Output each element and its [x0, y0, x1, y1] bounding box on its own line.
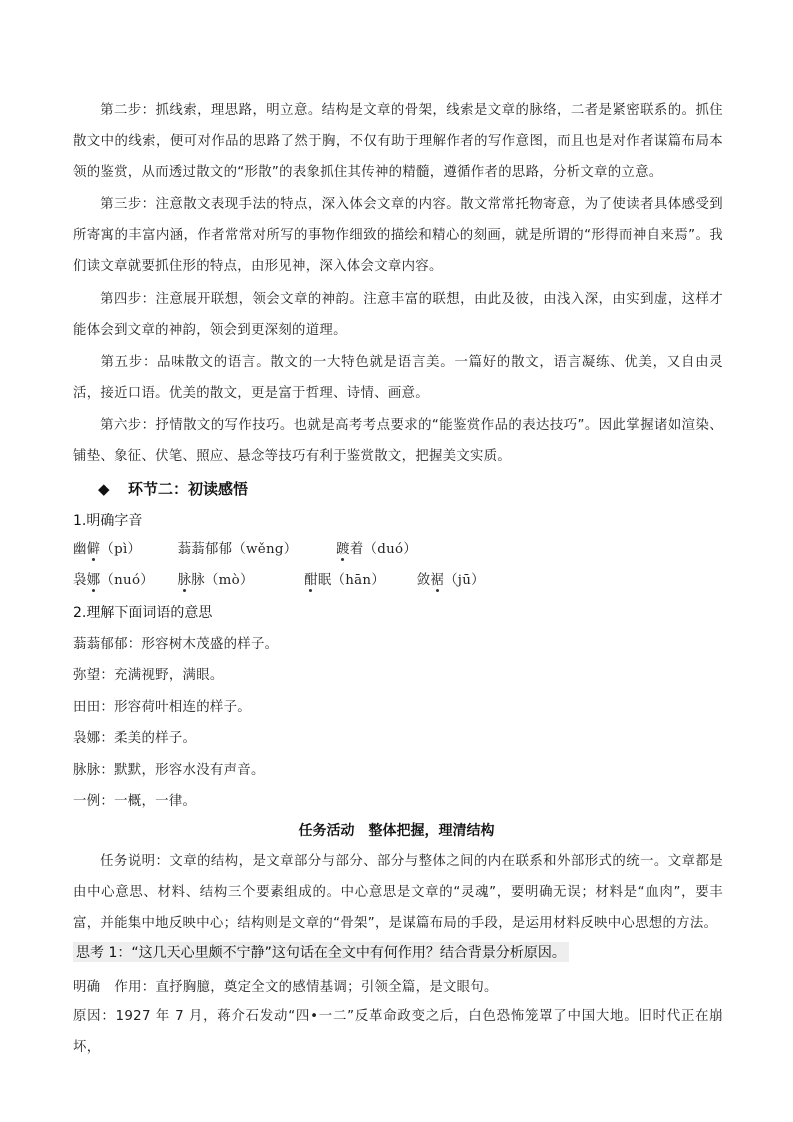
step2-paragraph	[73, 95, 723, 188]
answer-label: 明确	[73, 980, 101, 995]
step6-text: 第六步：抒情散文的写作技巧。也就是高考考点要求的“能鉴赏作品的表达技巧”。因此掌握诸如渲染、铺垫、象征、伏笔、照应、悬念等技巧有利于鉴赏散文，把握美文实质。	[73, 418, 723, 464]
pron-item: 敛裾（jū）	[416, 573, 485, 588]
think-question-1: 思考 1：“这几天心里颇不宁静”这句话在全文中有何作用？结合背景分析原因。	[73, 942, 569, 962]
task-title: 任务活动 整体把握，理清结构	[298, 823, 495, 839]
step3-paragraph	[73, 189, 723, 282]
pron-item: 酣眠（hān）	[304, 573, 386, 588]
definition-item: 弥望：充满视野，满眼。	[73, 668, 224, 683]
pronunciation-row-2	[73, 569, 527, 588]
section2-heading	[98, 478, 248, 499]
definition-item: 蓊蓊郁郁：形容树木茂盛的样子。	[73, 637, 279, 652]
definition-item: 田田：形容荷叶相连的样子。	[73, 700, 251, 715]
step5-text: 第五步：品味散文的语言。散文的一大特色就是语言美。一篇好的散文，语言凝练、优美，又自由灵活，接近口语。优美的散文，更是富于哲理、诗情、画意。	[73, 355, 723, 401]
definition-item: 脉脉：默默，形容水没有声音。	[73, 763, 265, 778]
step5-paragraph	[73, 347, 723, 409]
pron-item: 脉脉（mò）	[177, 573, 254, 588]
task-description	[73, 846, 723, 939]
section2-title: 环节二：初读感悟	[128, 480, 249, 498]
step4-paragraph	[73, 284, 723, 346]
vocabulary-subheading: 2.理解下面词语的意思	[73, 605, 213, 621]
pron-item: 幽僻（pì）	[73, 542, 142, 557]
step3-text: 第三步：注意散文表现手法的特点，深入体会文章的内容。散文常常托物寄意，为了使读者具体感受到所寄寓的丰富内涵，作者常常对所写的事物作细致的描绘和精心的刻画，就是所谓的“形得而神自来焉”。我们读文章就要抓住形的特点，由形见神，深入体会文章内容。	[73, 197, 723, 274]
answer-line	[73, 976, 498, 995]
task-description-text: 任务说明：文章的结构，是文章部分与部分、部分与整体之间的内在联系和外部形式的统一。文章都是由中心意思、材料、结构三个要素组成的。中心意思是文章的“灵魂”，要明确无误；材料是“血肉”，要丰富，并能集中地反映中心；结构则是文章的“骨架”，是谋篇布局的手段，是运用材料反映中心思想的方法。	[73, 854, 723, 931]
pron-item: 踱着（duó）	[336, 542, 418, 557]
pron-item: 蓊蓊郁郁（wěng）	[177, 542, 298, 557]
step4-text: 第四步：注意展开联想，领会文章的神韵。注意丰富的联想，由此及彼，由浅入深，由实到虚，这样才能体会到文章的神韵，领会到更深刻的道理。	[73, 292, 723, 338]
definition-item: 袅娜：柔美的样子。	[73, 731, 197, 746]
step2-text: 第二步：抓线索，理思路，明立意。结构是文章的骨架，线索是文章的脉络，二者是紧密联系的。抓住散文中的线索，便可对作品的思路了然于胸，不仅有助于理解作者的写作意图，而且也是对作者谋篇布局本领的鉴赏，从而透过散文的“形散”的表象抓住其传神的精髓，遵循作者的思路，分析文章的立意。	[73, 103, 723, 180]
diamond-icon: ◆	[98, 480, 110, 498]
step6-paragraph	[73, 410, 723, 472]
pron-item: 袅娜（nuó）	[73, 573, 154, 588]
pronunciation-row-1	[73, 538, 456, 557]
reason-text: 原因：1927 年 7 月，蒋介石发动“四•一二”反革命政变之后，白色恐怖笼罩了中国大地。旧时代正在崩坏，	[73, 1009, 723, 1055]
definition-item: 一例：一概，一律。	[73, 794, 197, 809]
answer-text: 作用：直抒胸臆，奠定全文的感情基调；引领全篇，是文眼句。	[114, 980, 498, 995]
reason-paragraph	[73, 1001, 723, 1063]
pronunciation-subheading: 1.明确字音	[73, 513, 143, 529]
